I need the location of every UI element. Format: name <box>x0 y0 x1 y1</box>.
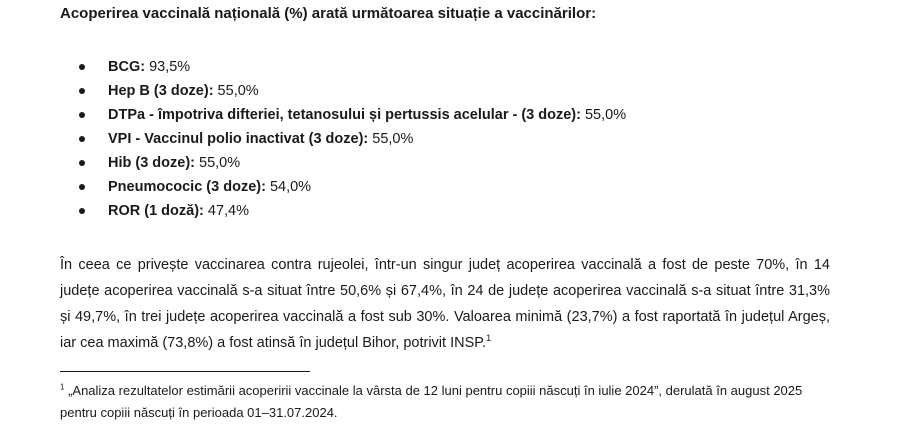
vaccine-name: ROR (1 doză): <box>108 203 204 219</box>
bullet-icon <box>79 160 85 166</box>
vaccine-name: Pneumococic (3 doze): <box>108 179 266 195</box>
list-item <box>60 175 626 199</box>
vaccine-coverage-value: 55,0% <box>580 107 627 123</box>
list-item <box>60 127 626 151</box>
vaccine-name: Hib (3 doze): <box>108 155 195 171</box>
measles-coverage-paragraph <box>60 252 830 356</box>
footnote <box>60 380 840 424</box>
vaccine-coverage-value: 55,0% <box>368 131 414 147</box>
vaccine-name: Hep B (3 doze): <box>108 83 214 99</box>
list-item <box>60 199 626 223</box>
footnote-reference[interactable]: 1 <box>486 333 492 344</box>
vaccine-name: BCG: <box>108 59 146 75</box>
vaccine-coverage-value: 47,4% <box>203 203 250 219</box>
vaccine-name: DTPa - împotriva difteriei, tetanosului și pertussis acelular - (3 doze): <box>108 107 581 123</box>
vaccine-coverage-value: 54,0% <box>265 179 312 195</box>
list-item <box>60 103 626 127</box>
vaccine-coverage-list <box>60 55 626 223</box>
list-item <box>60 79 626 103</box>
paragraph-text: În ceea ce privește vaccinarea contra rujeolei, într-un singur județ acoperirea vaccinală a fost de peste 70%, în 14 județe acoperirea vaccinală s-a situat între 50,6% și 67,4%, în 24 de județe acoperirea vaccinală s-a situat între 31,3% și 49,7%, în trei județe acoperirea vaccinală a fost sub 30%. Valoarea minimă (23,7%) a fost raportată în județul Argeș, iar cea maximă (73,8%) a fost atinsă în județul Bihor, potrivit INSP. <box>60 257 830 351</box>
list-item <box>60 55 626 79</box>
footnote-divider <box>60 371 310 372</box>
vaccine-coverage-value: 55,0% <box>195 155 241 171</box>
vaccine-coverage-value: 55,0% <box>213 83 259 99</box>
bullet-icon <box>79 136 85 142</box>
bullet-icon <box>79 112 85 118</box>
footnote-marker: 1 <box>60 382 65 392</box>
bullet-icon <box>79 88 85 94</box>
bullet-icon <box>79 184 85 190</box>
vaccine-name: VPI - Vaccinul polio inactivat (3 doze): <box>108 131 369 147</box>
list-item <box>60 151 626 175</box>
footnote-text: „Analiza rezultatelor estimării acoperirii vaccinale la vârsta de 12 luni pentru copiii născuți în iulie 2024”, derulată în august 2025 pentru copiii născuți în perioada 01–31.07.2024. <box>60 383 803 420</box>
vaccine-coverage-value: 93,5% <box>145 59 191 75</box>
section-heading: Acoperirea vaccinală națională (%) arată următoarea situație a vaccinărilor: <box>60 5 597 22</box>
bullet-icon <box>79 208 85 214</box>
bullet-icon <box>79 64 85 70</box>
